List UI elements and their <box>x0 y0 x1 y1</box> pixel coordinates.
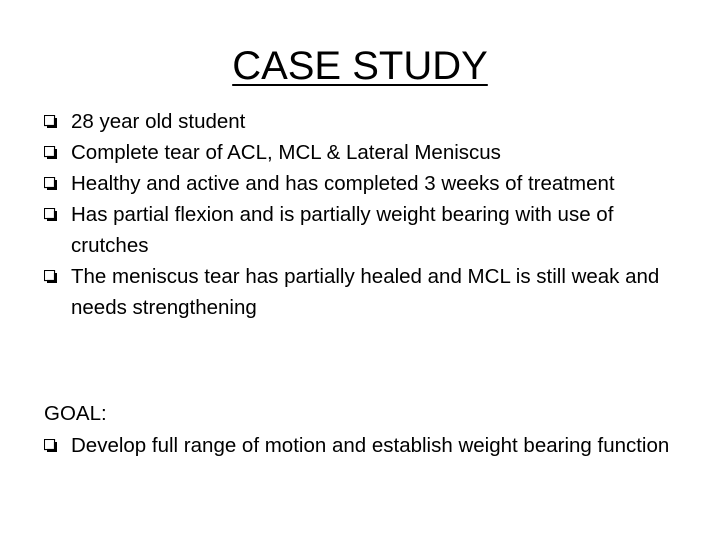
checkbox-square-icon <box>44 439 57 452</box>
checkbox-square-icon <box>44 270 57 283</box>
list-item-text: Healthy and active and has completed 3 weeks of treatment <box>71 172 615 195</box>
checkbox-square-icon <box>44 177 57 190</box>
checkbox-square-icon <box>44 115 57 128</box>
list-item-text: 28 year old student <box>71 110 246 133</box>
case-points-list <box>44 106 694 323</box>
list-item <box>44 137 694 168</box>
checkbox-square-icon <box>44 146 57 159</box>
slide-title <box>0 40 720 92</box>
list-item <box>44 168 694 199</box>
list-item-text: Develop full range of motion and establish weight bearing function <box>71 434 670 457</box>
slide-title-text: CASE STUDY <box>232 44 488 88</box>
list-item-text: The meniscus tear has partially healed and MCL is still weak and needs strengthening <box>71 265 660 319</box>
list-item-text: Has partial flexion and is partially weight bearing with use of crutches <box>71 203 614 257</box>
goal-points-list <box>44 430 694 461</box>
checkbox-square-icon <box>44 208 57 221</box>
goal-heading: GOAL: <box>44 402 107 425</box>
list-item <box>44 430 694 461</box>
list-item <box>44 261 694 323</box>
list-item <box>44 199 694 261</box>
list-item-text: Complete tear of ACL, MCL & Lateral Meniscus <box>71 141 501 164</box>
list-item <box>44 106 694 137</box>
